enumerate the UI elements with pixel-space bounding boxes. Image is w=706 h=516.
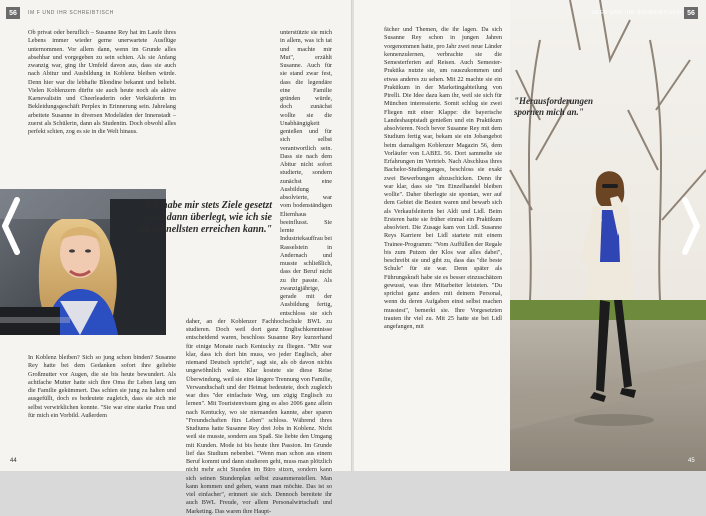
street-photo-image (510, 0, 706, 471)
previous-page-button[interactable] (0, 196, 22, 256)
page-number: 44 (10, 458, 17, 464)
paragraph: fächer und Themen, die ihr lagen. Da sich Susanne Rey schon in jungen Jahren vorgenommen hatte, pro Jahr zwei neue Länder kennenzulernen, verbrachte sie die Semesterferien auf Reisen. Auch Semester-Praktika nutzte sie, um rauszukommen und etwas anderes zu sehen. Mit 22 machte sie ein Praktikum in der Marketingabteilung von Pirelli. Die Idee dazu kam ihr, weil sie sich für München interessierte. Somit schlug sie zwei Fliegen mit einer Klappe: die bayerische Landeshauptstadt genießen und ein Praktikum absolvieren. Noch bevor Susanne Rey mit dem Studium fertig war, bekam sie ein Jobangebot beim damaligen Koblenzer Magazin 56, dem Vorläufer von LABEL 56. Dort sammelte sie Erfahrungen im Vertrieb. Nach Abschluss ihres Bachelor-Studienganges, beschloss sie exakt zwei Bewerbungen abzuschicken. Denn ihr war klar, dass sie "im Einzelhandel bleiben wollte". Daher überlegte sie spontan, wer auf dem Gebiet die Besten waren und bewarb sich als Verkaufsleiterin bei Aldi und Lidl. Beim Ersteren hatte sie früher einmal ein Praktikum absolviert. Die Zusage kam von Lidl. Susanne Reys Karriere bei Lidl startete mit einem Trainee-Programm: "Vom Auffüllen der Regale bis zum Putzen der Klos war alles dabei", beschreibt sie und gibt zu, dass das "die beste Schule" für sie war. Denn später als Führungskraft habe sie es besser einzuschätzen gewusst, was ihre Mitarbeiter leisteten. "Du sprichst ganz anders mit deinem Personal, wenn du deren Aufgaben einst selbst machen musstest", bemerkt sie. Ihre Vorgesetzten trauten ihr viel zu. Mit 25 hatte sie bei Lidl angefangen, mit (384, 26, 502, 330)
chevron-left-icon (2, 196, 20, 256)
running-header: IM F UND IHR SCHREIBTISCH (28, 10, 114, 16)
paragraph: unterstützte sie mich in allem, was ich tat und machte mir Mut", erzählt Susanne. Auch für sie stand zwar fest, dass die legendäre eine Familie gründen würde, doch zunächst wollte sie die Unabhängigkeit genießen und für sich selbst verantwortlich sein. Dass sie nach dem Abitur nicht sofort studierte, sondern zunächst eine Ausbildung absolvierte, war vom bodenständigen Elternhaus beeinflusst. Sie lernte Industriekauffrau bei Rasselstein in Andernach und musste schließlich, dass der Beruf nicht zu ihr passte. Als zwanzigjährige, gerade mit der Ausbildung fertig, entschloss sie sich daher, an der Koblenzer Fachhochschule BWL zu studieren. Doch weil dort ganz Englischkenntnisse entscheidend waren, beschloss Susanne Rey kurzerhand für einige Monate nach Kentucky zu fliegen. "Mir war klar, dass ich dort hin muss, wo jeder Englisch, aber niemand Deutsch spricht", sagt sie, als ob davon nichts ungewöhnlich wäre. Klar kostete sie diese Reise Überwindung, weil sie eine längere Trennung von Familie, Verwandtschaft und der Heimat bedeutete, doch zugleich war dies "der einfachste Weg, um zügig Englisch zu lernen". Mit Touristenvisum ging es also 2006 ganz allein nach Kentucky, wo sie niemanden kannte, aber sparen "Freundschaften fürs Leben" schloss. Während ihres Studiums hatte Susanne Rey drei Jobs in Koblenz. Nicht weil sie musste, sondern aus Spaß. Sie liebte den Umgang mit Kunden. Mode ist bis heute ihre Passion. Im Grunde lief das Studium nebenbei. "Wenn man schon aus einem Beruf kommt und dann studieren geht, muss man plötzlich nicht mehr acht Stunden im Büro sitzen, sondern kann sich seinen Stundenplan selbst zusammenstellen. Man kann kommen und gehen, wann man möchte. Das ist so viel einfacher", erinnert sie sich. Dennoch bereitete ihr auch BWL Freude, vor allem Personalwirtschaft und Marketing. Das waren ihre Haupt- (186, 29, 332, 515)
article-column-1-bottom (28, 354, 176, 454)
page-tag: 56 (684, 7, 698, 19)
running-header: SEER UND IHR SCHREIBTISCH (592, 10, 682, 16)
article-column-3 (384, 26, 502, 456)
pull-quote: "Ich habe mir stets Ziele gesetzt und dann überlegt, wie ich sie am schnellsten erreichen kann." (136, 200, 272, 236)
chevron-right-icon (682, 196, 700, 256)
right-page (354, 0, 706, 471)
left-page (0, 0, 352, 515)
page-number: 45 (688, 458, 695, 464)
street-photo (510, 0, 706, 471)
paragraph: Ob privat oder beruflich – Susanne Rey hat im Laufe ihres Lebens immer wieder gerne unerwartete Ausflüge unternommen. Vor allem dann, wenn im Grunde alles absehbar und vorgegeben zu sein schien. Als sie Anfang zwanzig war, ging ihr Umfeld davon aus, dass sie auch nach Abitur und Ausbildung in Koblenz bleiben würde. Denn hier war die lebhafte Blondine bekannt und beliebt. Vielen Koblenzern dürfte sie auch heute noch als aktive Karnevalistin und Cheerleaderin oder Verkäuferin im Bekleidungsgeschäft Perplex in Erinnerung sein. Jahrelang arbeitete Susanne in diversen Modeläden der Innenstadt – zuerst als Schülerin, dann als Studentin. Doch obwohl alles perfekt schien, zog es sie in die Welt hinaus. (28, 29, 176, 135)
article-column-2 (186, 29, 332, 515)
next-page-button[interactable] (680, 196, 702, 256)
article-column-1-top (28, 29, 176, 175)
quote-spacer (186, 195, 280, 315)
pull-quote: "Herausforderungen spornen mich an." (514, 96, 594, 117)
paragraph: In Koblenz bleiben? Sich so jung schon binden? Susanne Rey hatte bei dem Gedanken sofort ihre geliebte Großmutter vor Augen, die sie bis heute bewundert. Als achtfache Mutter hatte sich ihre Oma ihr Leben lang um die Familie gekümmert. Das schien sie jung zu halten und ausgefüllt, doch es bedeutete zugleich, dass sie sich nie selbst verwirklichen konnte. "Sie war eine starke Frau und für mich ein Vorbild. Außerdem (28, 354, 176, 419)
page-tag: 56 (6, 7, 20, 19)
